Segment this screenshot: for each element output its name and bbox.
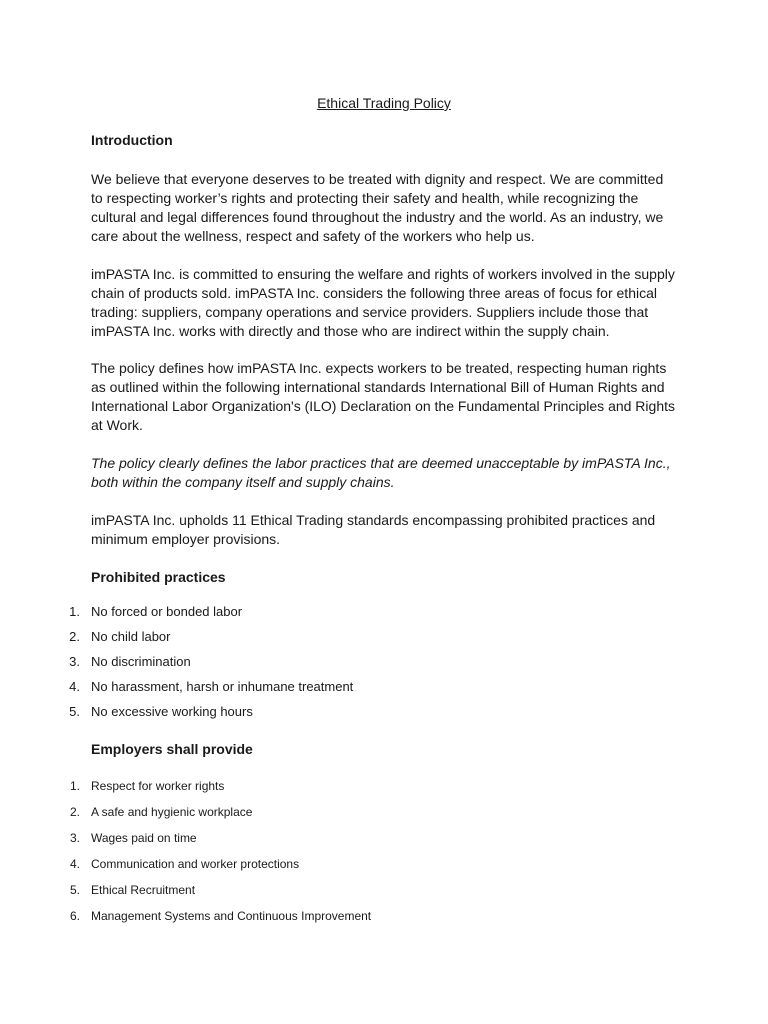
list-item [0, 678, 768, 703]
prohibited-practices-list [0, 603, 768, 728]
list-item-number: 4. [69, 857, 80, 871]
list-item-text: No harassment, harsh or inhumane treatment [91, 679, 354, 694]
list-item-number: 4. [69, 679, 80, 694]
prohibited-practices-heading: Prohibited practices [91, 569, 226, 585]
list-item-number: 5. [69, 883, 80, 897]
list-item-number: 1. [69, 779, 80, 793]
intro-paragraph-5: imPASTA Inc. upholds 11 Ethical Trading standards encompassing prohibited practices and minimum employer provisions. [91, 512, 656, 547]
list-item-text: Management Systems and Continuous Improvement [91, 909, 372, 923]
list-item-number: 3. [69, 831, 80, 845]
list-item [0, 907, 768, 933]
list-item-text: No forced or bonded labor [91, 604, 243, 619]
list-item [0, 703, 768, 728]
intro-paragraph-2: imPASTA Inc. is committed to ensuring the welfare and rights of workers involved in the supply chain of products sold. imPASTA Inc. considers the following three areas of focus for ethical trading: suppliers, company operations and service providers. Suppliers include those that imPASTA Inc. works with directly and those who are indirect within the supply chain. [91, 266, 675, 339]
list-item-number: 5. [69, 704, 80, 719]
list-item [0, 829, 768, 855]
list-item-text: Ethical Recruitment [91, 883, 196, 897]
list-item-text: Wages paid on time [91, 831, 197, 845]
employers-shall-provide-list [0, 777, 768, 933]
employers-shall-provide-heading: Employers shall provide [91, 741, 253, 757]
intro-paragraph-4: The policy clearly defines the labor practices that are deemed unacceptable by imPASTA Inc., both within the company itself and supply chains. [91, 455, 671, 490]
list-item-text: Respect for worker rights [91, 779, 225, 793]
list-item [0, 803, 768, 829]
list-item-text: No excessive working hours [91, 704, 253, 719]
list-item-number: 3. [69, 654, 80, 669]
list-item [0, 881, 768, 907]
list-item-number: 2. [69, 805, 80, 819]
intro-paragraph-1: We believe that everyone deserves to be treated with dignity and respect. We are committed to respecting worker’s rights and protecting their safety and health, while recognizing the cultural and legal differences found throughout the industry and the world. As an industry, we care about the wellness, respect and safety of the workers who help us. [91, 171, 664, 244]
list-item [0, 855, 768, 881]
list-item-text: Communication and worker protections [91, 857, 300, 871]
list-item [0, 777, 768, 803]
list-item [0, 653, 768, 678]
list-item [0, 603, 768, 628]
list-item-text: No child labor [91, 629, 171, 644]
list-item-text: No discrimination [91, 654, 191, 669]
list-item [0, 628, 768, 653]
intro-paragraph-3: The policy defines how imPASTA Inc. expects workers to be treated, respecting human rights as outlined within the following international standards International Bill of Human Rights and International Labor Organization's (ILO) Declaration on the Fundamental Principles and Rights at Work. [91, 360, 675, 433]
list-item-number: 1. [69, 604, 80, 619]
list-item-text: A safe and hygienic workplace [91, 805, 253, 819]
list-item-number: 6. [69, 909, 80, 923]
document-title: Ethical Trading Policy [317, 95, 451, 111]
introduction-heading: Introduction [91, 132, 173, 148]
list-item-number: 2. [69, 629, 80, 644]
